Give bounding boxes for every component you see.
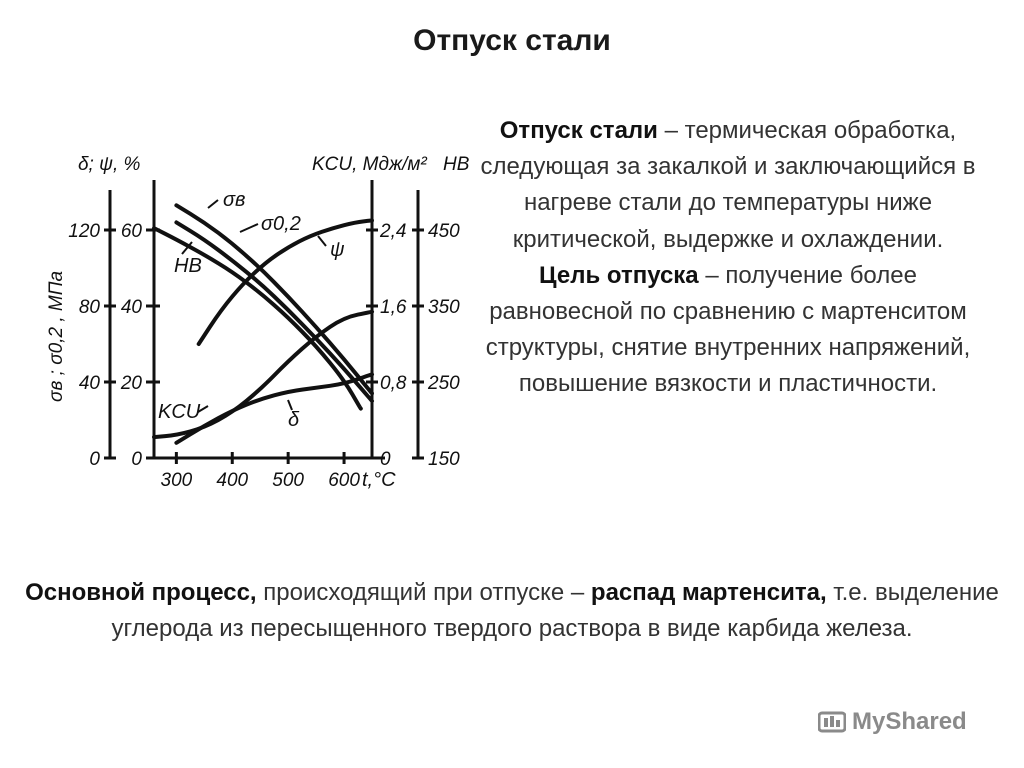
x-tick-label: 300 bbox=[160, 470, 193, 491]
x-tick-label: 400 bbox=[216, 470, 249, 491]
right-outer-tick-label: 350 bbox=[428, 297, 460, 318]
right-inner-tick-label: 2,4 bbox=[380, 221, 407, 242]
series-label-sigma-02-leader bbox=[240, 224, 258, 232]
x-tick-label: 500 bbox=[272, 470, 305, 491]
right-outer-tick-label: 250 bbox=[428, 373, 460, 394]
left-inner-axis-label: δ; ψ, % bbox=[78, 154, 141, 175]
slide-title: Отпуск стали bbox=[413, 24, 611, 57]
definition-text: – термическая обработка, следующая за закалкой и заключающийся в нагреве стали до температуры ниже критической, выдержке и охлаждении. bbox=[480, 117, 976, 253]
right-inner-axis-label: KCU, Мдж/м² bbox=[312, 154, 427, 175]
main-process-term: Основной процесс, bbox=[25, 579, 257, 606]
right-inner-tick-label: 0 bbox=[380, 449, 391, 470]
main-process-text: происходящий при отпуске – bbox=[256, 579, 591, 606]
x-axis-label: t,°C bbox=[362, 469, 396, 491]
right-inner-tick-label: 0,8 bbox=[380, 373, 407, 394]
myshared-logo-icon bbox=[818, 710, 846, 734]
series-label-sigma-02: σ0,2 bbox=[261, 213, 301, 235]
ticks-layer bbox=[68, 221, 460, 491]
definition-term: Отпуск стали bbox=[499, 117, 658, 144]
left-outer-tick-label: 0 bbox=[89, 449, 100, 470]
right-outer-tick-label: 150 bbox=[428, 449, 460, 470]
x-tick-label: 600 bbox=[328, 470, 360, 491]
right-outer-axis-label: HB bbox=[443, 154, 470, 175]
series-label-sigma-b: σв bbox=[223, 189, 246, 211]
main-process-block bbox=[20, 575, 1004, 647]
left-inner-tick-label: 60 bbox=[120, 221, 142, 242]
left-inner-tick-label: 40 bbox=[120, 297, 142, 318]
series-label-delta: δ bbox=[288, 409, 300, 431]
left-outer-tick-label: 80 bbox=[78, 297, 100, 318]
tempering-chart bbox=[40, 140, 480, 500]
chart-svg bbox=[40, 140, 480, 500]
definition-block bbox=[478, 113, 978, 403]
goal-text: – получение более равновесной по сравнению с мартенситом структуры, снятие внутренних напряжений, повышение вязкости и пластичности. bbox=[485, 261, 971, 398]
martensite-decay-term: распад мартенсита, bbox=[590, 579, 827, 606]
series-label-psi: ψ bbox=[330, 239, 345, 261]
series-label-sigma-b-leader bbox=[208, 200, 218, 208]
left-outer-tick-label: 40 bbox=[78, 373, 100, 394]
series-line-δ bbox=[176, 374, 372, 442]
series-label-psi-leader bbox=[318, 236, 326, 246]
right-outer-tick-label: 450 bbox=[428, 221, 460, 242]
series-label-kcu: KCU bbox=[158, 401, 201, 423]
left-inner-tick-label: 0 bbox=[131, 449, 142, 470]
left-outer-tick-label: 120 bbox=[68, 221, 100, 242]
goal-term: Цель отпуска bbox=[539, 261, 699, 289]
main-process-explanation: т.е. выделение углерода из пересыщенного твердого раствора в виде карбида железа. bbox=[111, 579, 999, 642]
myshared-watermark bbox=[818, 702, 967, 742]
right-inner-tick-label: 1,6 bbox=[380, 297, 407, 318]
watermark-text: MyShared bbox=[852, 708, 967, 735]
left-inner-tick-label: 20 bbox=[120, 373, 142, 394]
series-label-hb: HB bbox=[174, 255, 202, 277]
left-outer-axis-label: σв ; σ0,2 , МПа bbox=[46, 270, 67, 402]
